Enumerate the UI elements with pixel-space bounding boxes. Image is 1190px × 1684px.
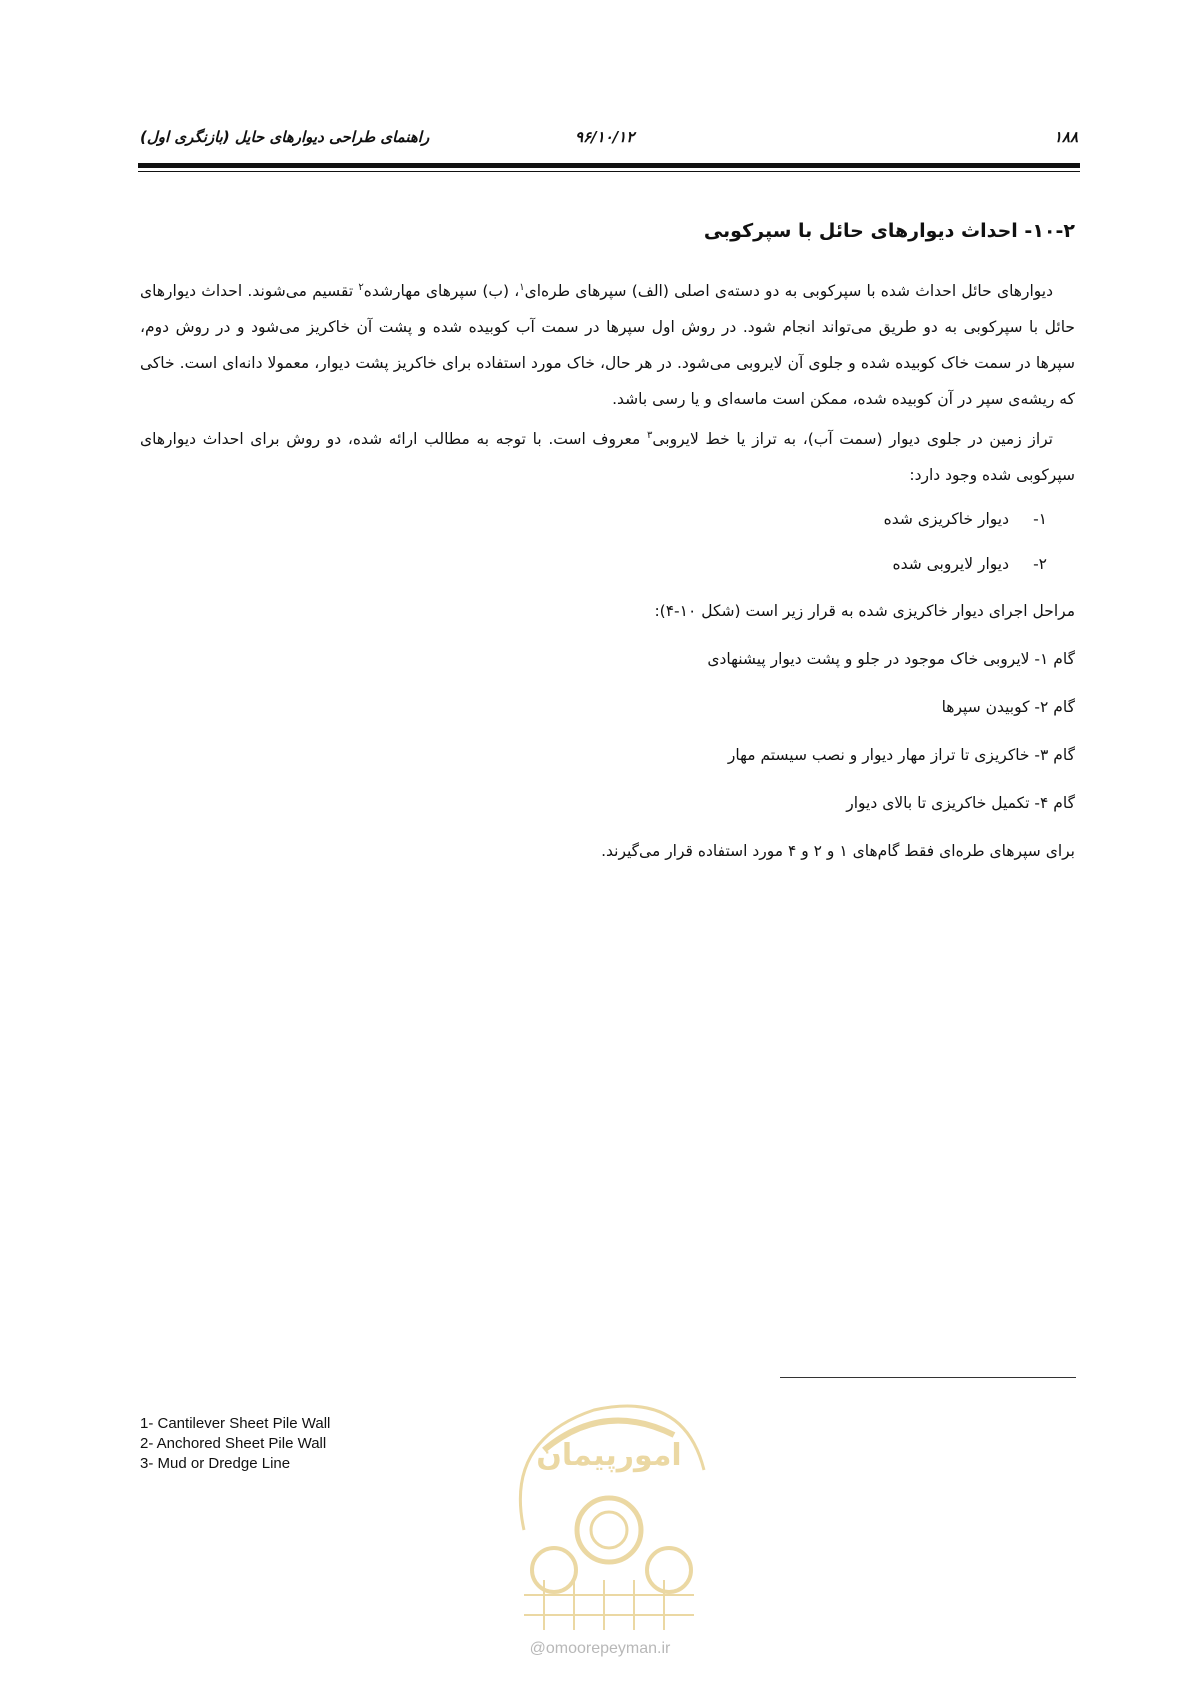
- paragraph-1-text-b: ، (ب) سپرهای مهارشده: [363, 282, 520, 300]
- page-header: [140, 128, 1078, 152]
- paragraph-1-text-c: تقسیم می‌شوند. احداث دیوارهای حائل با سپرکوبی به دو طریق می‌تواند انجام شود. در روش اول سپرها در سمت آب کوبیده شده و پشت آن خاکریز می‌شود و در روش دوم، سپرها در سمت خاک کوبیده شده و جلوی آن لایروبی می‌شود. در هر حال، خاک مورد استفاده برای خاکریز پشت دیوار، معمولا دانه‌ای است. خاکی که ریشه‌ی سپر در آن کوبیده شده، ممکن است ماسه‌ای و یا رسی باشد.: [140, 282, 1075, 408]
- section-title: ۱۰-۲- احداث دیوارهای حائل با سپرکوبی: [703, 220, 1075, 242]
- step-item: گام ۲- کوبیدن سپرها: [941, 698, 1075, 716]
- method-label: دیوار خاکریزی شده: [883, 510, 1009, 528]
- method-number: ۱-: [1033, 510, 1047, 528]
- footnote-separator: [780, 1377, 1076, 1378]
- step-item: گام ۳- خاکریزی تا تراز مهار دیوار و نصب سیستم مهار: [727, 746, 1075, 764]
- watermark-site: @omoorepeyman.ir: [529, 1640, 671, 1657]
- paragraph-1-text-a: دیوارهای حائل احداث شده با سپرکوبی به دو دسته‌ی اصلی (الف) سپرهای طره‌ای: [524, 282, 1053, 300]
- footnote-ref-1[interactable]: ۱: [519, 281, 525, 293]
- footnotes: [140, 1414, 330, 1474]
- method-label: دیوار لایروبی شده: [892, 555, 1009, 573]
- header-rule-thin: [138, 171, 1080, 172]
- method-item: [140, 497, 1047, 542]
- header-date: ۹۶/۱۰/۱۲: [575, 128, 635, 146]
- page-body: [140, 215, 1075, 875]
- footnote-2: 2- Anchored Sheet Pile Wall: [140, 1435, 327, 1452]
- closing-sentence: برای سپرهای طره‌ای فقط گام‌های ۱ و ۲ و ۴ مورد استفاده قرار می‌گیرند.: [601, 842, 1075, 860]
- paragraph-2-text-a: تراز زمین در جلوی دیوار (سمت آب)، به تراز یا خط لایروبی: [652, 430, 1053, 448]
- footnote-ref-3[interactable]: ۳: [646, 429, 653, 441]
- footnote-3: 3- Mud or Dredge Line: [140, 1455, 291, 1472]
- footnote-ref-2[interactable]: ۲: [358, 281, 364, 293]
- method-item: [140, 542, 1047, 587]
- steps-intro: مراحل اجرای دیوار خاکریزی شده به قرار زیر است (شکل ۱۰-۴):: [654, 602, 1075, 620]
- page-number: ۱۸۸: [1053, 128, 1078, 146]
- paragraph-1: [140, 273, 1075, 417]
- footnote-1: 1- Cantilever Sheet Pile Wall: [140, 1415, 331, 1432]
- paragraph-2-text-b: معروف است. با توجه به مطالب ارائه شده، دو روش برای احداث دیوارهای سپرکوبی شده وجود دارد:: [140, 430, 1075, 484]
- paragraph-2: [140, 421, 1075, 493]
- step-item: گام ۴- تکمیل خاکریزی تا بالای دیوار: [846, 794, 1075, 812]
- watermark-logo: [484, 1380, 734, 1640]
- header-rule-thick: [138, 163, 1080, 168]
- watermark-brand: امورپیمان: [536, 1438, 682, 1473]
- step-item: گام ۱- لایروبی خاک موجود در جلو و پشت دیوار پیشنهادی: [707, 650, 1075, 668]
- method-number: ۲-: [1033, 555, 1047, 573]
- running-title: راهنمای طراحی دیوارهای حایل (بازنگری اول): [140, 128, 430, 146]
